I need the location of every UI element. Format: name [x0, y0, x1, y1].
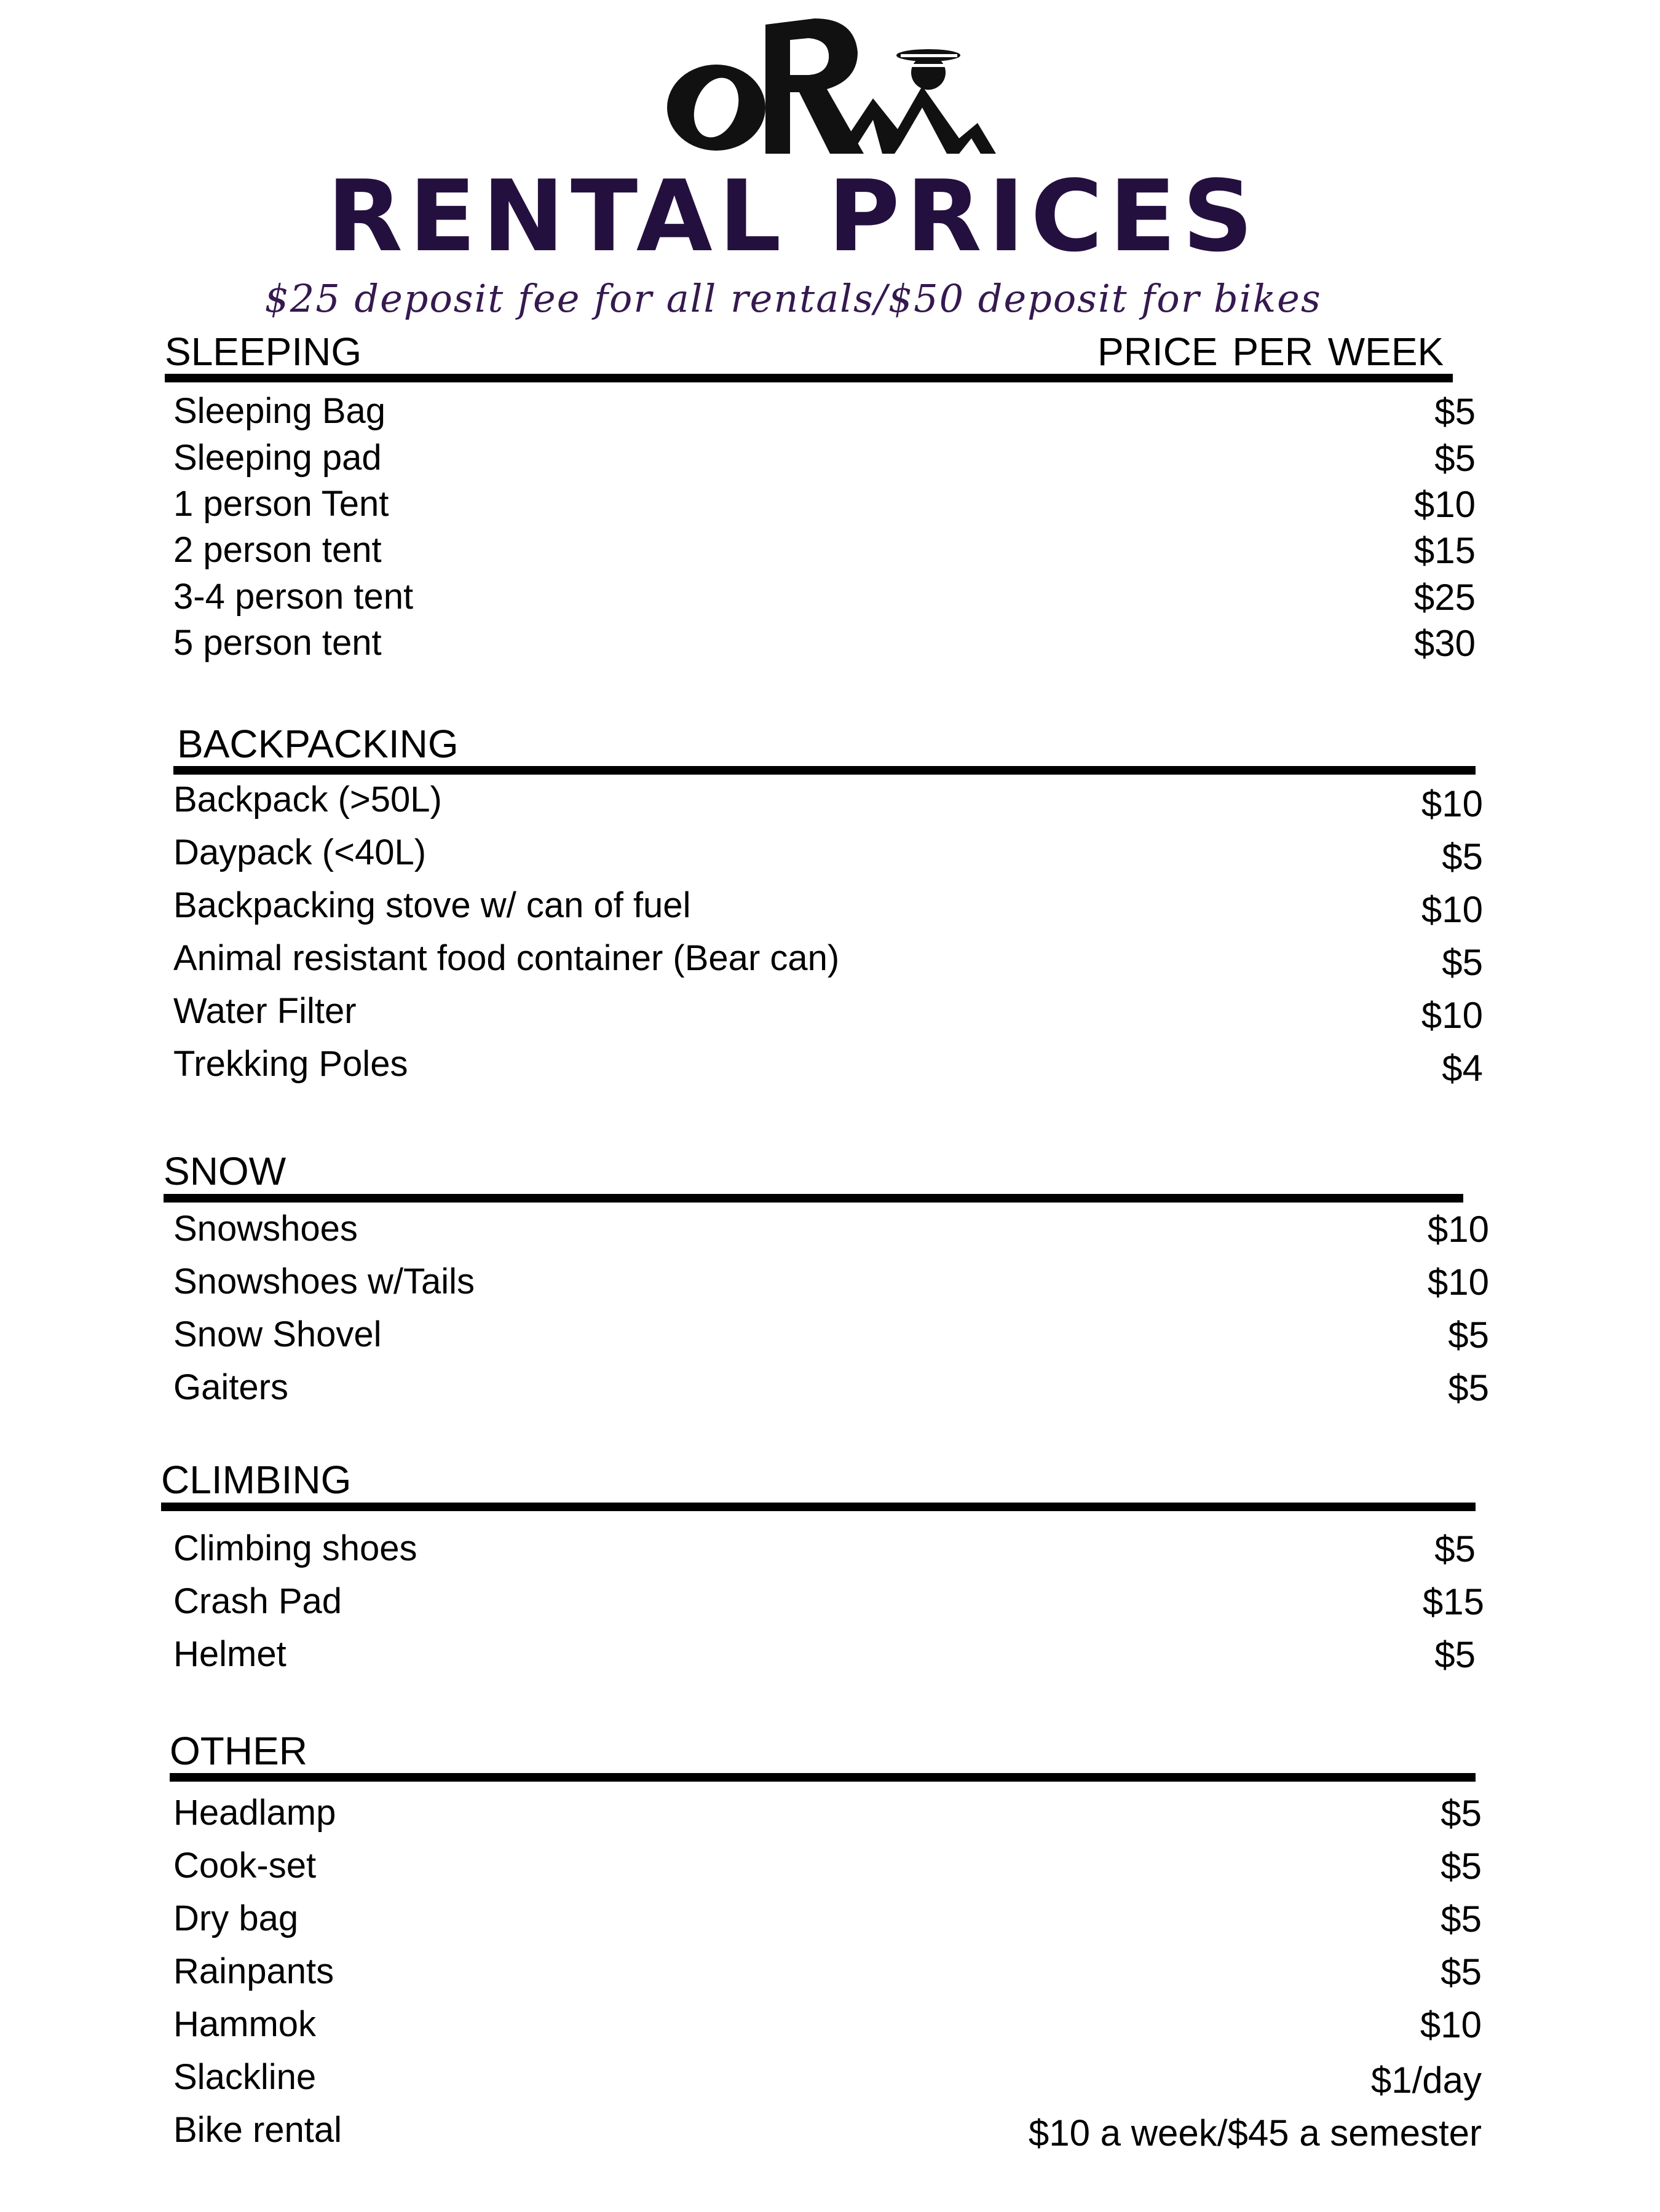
item-label: Snowshoes w/Tails — [173, 1262, 475, 1302]
item-price: $10 — [1420, 2004, 1482, 2045]
item-price: $10 — [1421, 889, 1483, 930]
item-label: Snow Shovel — [173, 1314, 382, 1354]
item-price: $5 — [1434, 438, 1476, 479]
item-label: Trekking Poles — [173, 1044, 408, 1084]
item-label: Dry bag — [173, 1898, 299, 1938]
item-price: $25 — [1413, 577, 1476, 618]
item-label: 2 person tent — [173, 530, 382, 570]
item-price: $15 — [1422, 1581, 1484, 1622]
item-label: Slackline — [173, 2057, 317, 2097]
item-price: $10 — [1421, 995, 1483, 1036]
item-price: $5 — [1441, 1898, 1482, 1940]
section-heading-snow: SNOW — [164, 1149, 287, 1193]
item-label: Cook-set — [173, 1846, 317, 1886]
item-price: $5 — [1441, 1846, 1482, 1887]
section-divider — [164, 1194, 1463, 1203]
item-price: $10 a week/$45 a semester — [1028, 2112, 1482, 2154]
item-price: $4 — [1442, 1048, 1483, 1089]
item-price: $5 — [1448, 1367, 1489, 1408]
section-heading-sleeping: SLEEPING — [165, 330, 362, 374]
item-price: $5 — [1448, 1314, 1489, 1356]
section-heading-climbing: CLIMBING — [161, 1458, 352, 1502]
item-label: Sleeping Bag — [173, 391, 386, 431]
logo-hiker-icon — [896, 49, 960, 90]
section-divider — [170, 1773, 1476, 1782]
item-label: 3-4 person tent — [173, 577, 414, 617]
logo-o-letter — [667, 65, 765, 151]
item-price: $10 — [1413, 484, 1476, 525]
section-divider — [161, 1503, 1476, 1511]
orm-logo — [652, 6, 996, 166]
item-price: $5 — [1434, 1634, 1476, 1675]
item-price: $1/day — [1370, 2060, 1482, 2101]
section-heading-other: OTHER — [170, 1729, 307, 1773]
item-label: Sleeping pad — [173, 438, 382, 478]
item-label: Hammok — [173, 2004, 317, 2044]
item-price: $30 — [1413, 623, 1476, 664]
item-price: $5 — [1434, 391, 1476, 432]
item-price: $15 — [1413, 530, 1476, 571]
item-label: Animal resistant food container (Bear can) — [173, 938, 840, 978]
item-price: $10 — [1427, 1262, 1489, 1303]
price-column-header: PRICE PER WEEK — [1097, 330, 1444, 374]
logo-mountains — [836, 86, 996, 154]
item-price: $10 — [1421, 783, 1483, 824]
item-label: Rainpants — [173, 1951, 334, 1991]
item-label: Water Filter — [173, 991, 357, 1031]
item-price: $5 — [1434, 1528, 1476, 1570]
deposit-note: $25 deposit fee for all rentals/$50 deposit for bikes — [264, 276, 1322, 321]
page-title: RENTAL PRICES — [326, 159, 1260, 274]
item-label: Bike rental — [173, 2110, 342, 2150]
item-label: Daypack (<40L) — [173, 832, 427, 872]
item-label: Climbing shoes — [173, 1528, 417, 1568]
item-label: Helmet — [173, 1634, 287, 1674]
item-price: $5 — [1442, 942, 1483, 983]
item-label: 5 person tent — [173, 623, 382, 663]
item-label: Gaiters — [173, 1367, 288, 1407]
item-price: $5 — [1442, 836, 1483, 877]
logo-r-letter — [765, 18, 864, 154]
item-label: Snowshoes — [173, 1209, 358, 1249]
section-divider — [173, 766, 1476, 775]
item-price: $5 — [1441, 1951, 1482, 1993]
item-price: $5 — [1441, 1793, 1482, 1834]
section-divider — [165, 374, 1453, 382]
item-label: Headlamp — [173, 1793, 336, 1833]
item-price: $10 — [1427, 1209, 1489, 1250]
item-label: 1 person Tent — [173, 484, 389, 524]
section-heading-backpacking: BACKPACKING — [177, 722, 459, 766]
item-label: Backpacking stove w/ can of fuel — [173, 885, 691, 925]
item-label: Crash Pad — [173, 1581, 342, 1621]
item-label: Backpack (>50L) — [173, 780, 442, 820]
